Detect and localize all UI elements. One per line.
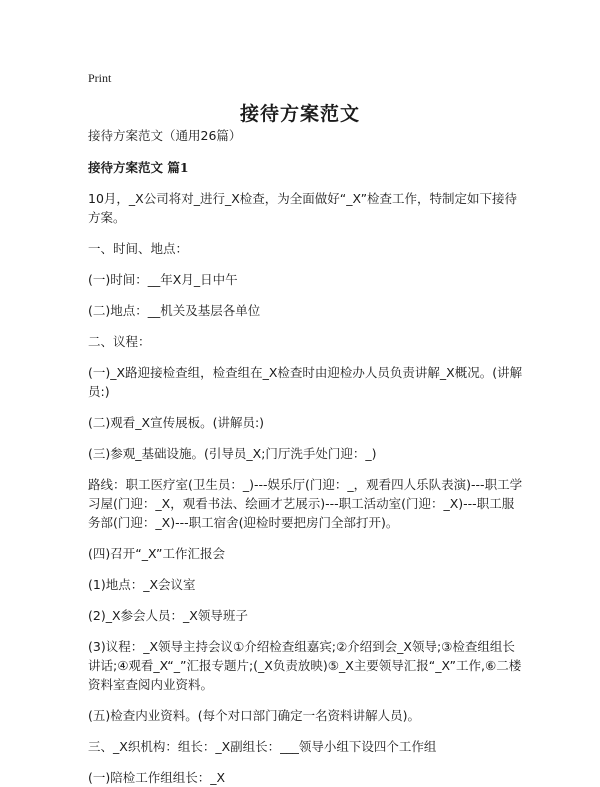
paragraph: 10月，_X公司将对_进行_X检查，为全面做好“_X”检查工作，特制定如下接待方案。 bbox=[88, 191, 518, 225]
paragraph: (五)检查内业资料。(每个对口部门确定一名资料讲解人员)。 bbox=[88, 708, 421, 723]
paragraph: (一)陪检工作组组长：_X bbox=[88, 770, 226, 785]
paragraph: (四)召开“_X”工作汇报会 bbox=[88, 546, 226, 561]
paragraph: (二)地点：__机关及基层各单位 bbox=[88, 303, 261, 318]
document-subtitle: 接待方案范文（通用26篇） bbox=[88, 128, 242, 143]
paragraph: 三、_X织机构：组长：_X副组长：___领导小组下设四个工作组 bbox=[88, 739, 437, 754]
page-title: 接待方案范文 bbox=[239, 103, 360, 125]
paragraph: (一)_X路迎接检查组，检查组在_X检查时由迎检办人员负责讲解_X概况。(讲解员:) bbox=[88, 365, 523, 399]
paragraph: (3)议程：_X领导主持会议①介绍检查组嘉宾;②介绍到会_X领导;③检查组组长讲话;④观看_X“_”汇报专题片;(_X负责放映)⑤_X主要领导汇报“_X”工作,⑥二楼资料室查阅内业资料。 bbox=[88, 639, 522, 692]
section-heading: 接待方案范文 篇1 bbox=[88, 160, 189, 175]
paragraph: (三)参观_基础设施。(引导员_X;门厅洗手处门迎：_) bbox=[88, 446, 377, 461]
paragraph: 一、时间、地点： bbox=[88, 241, 189, 256]
paragraph: 路线：职工医疗室(卫生员：_)---娱乐厅(门迎：_，观看四人乐队表演)---职工学习屋(门迎：_X，观看书法、绘画才艺展示)---职工活动室(门迎：_X)---职工服务部(门迎：_X)---职工宿舍(迎检时要把房门全部打开)。 bbox=[88, 477, 523, 530]
paragraph: (1)地点：_X会议室 bbox=[88, 577, 196, 592]
paragraph: (2)_X参会人员：_X领导班子 bbox=[88, 608, 248, 623]
document-body bbox=[88, 126, 524, 787]
paragraph: 二、议程： bbox=[88, 334, 151, 349]
print-label: Print bbox=[88, 71, 112, 85]
paragraph: (一)时间：__年X月_日中午 bbox=[88, 272, 238, 287]
paragraph: (二)观看_X宣传展板。(讲解员:) bbox=[88, 415, 265, 430]
